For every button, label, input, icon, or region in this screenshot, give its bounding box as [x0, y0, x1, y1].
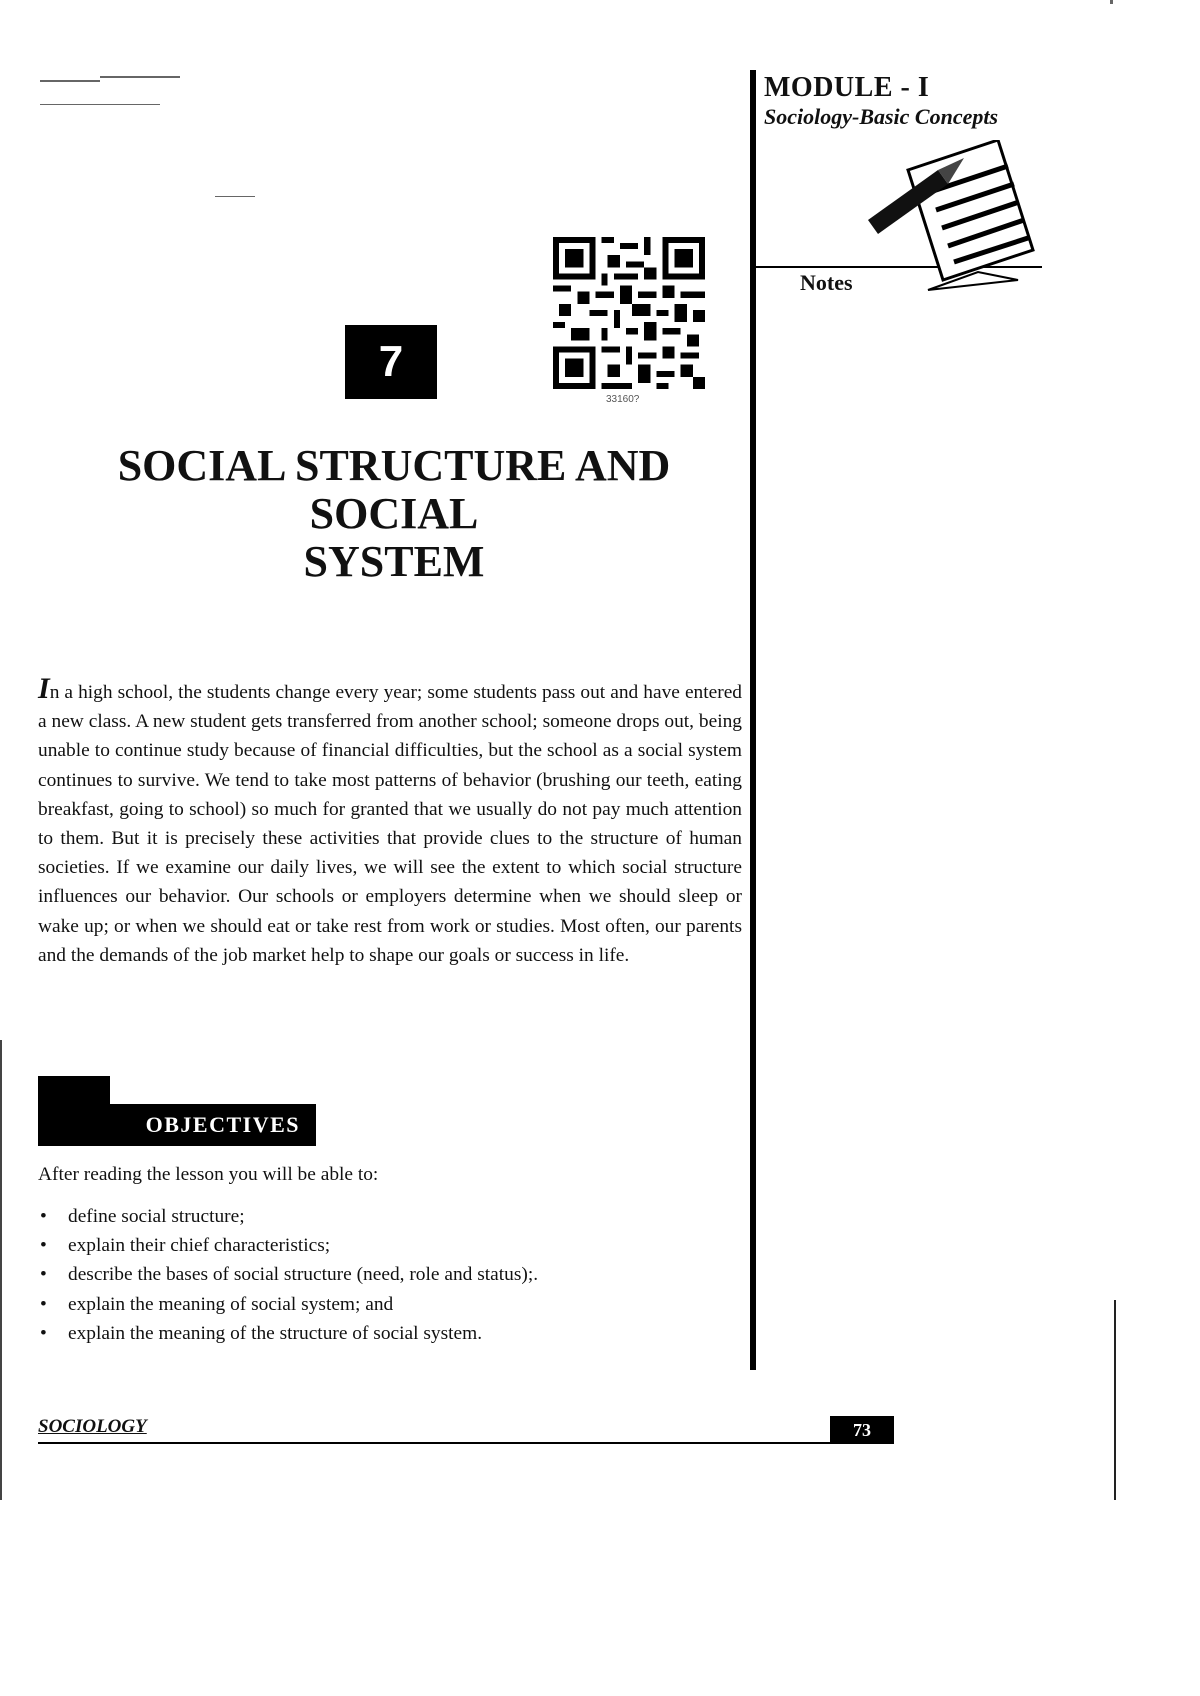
objectives-intro: After reading the lesson you will be able to: — [38, 1164, 379, 1185]
objective-item — [38, 1202, 538, 1231]
objective-text: explain their chief characteristics; — [68, 1235, 331, 1257]
bullet-icon: • — [40, 1322, 47, 1344]
intro-dropcap: I — [38, 672, 50, 705]
objective-text: explain the meaning of social system; and — [68, 1293, 394, 1315]
chapter-title-line-2: SYSTEM — [303, 537, 485, 586]
bullet-icon: • — [40, 1206, 47, 1227]
qr-code-icon[interactable] — [553, 237, 705, 389]
scan-speck — [1110, 0, 1113, 4]
page-number: 73 — [830, 1416, 894, 1444]
objective-item — [38, 1260, 538, 1289]
objective-text: explain the meaning of the structure of social system. — [68, 1322, 483, 1344]
module-subtitle: Sociology-Basic Concepts — [764, 104, 999, 129]
margin-vertical-rule — [750, 70, 756, 1370]
chapter-number: 7 — [345, 325, 437, 399]
objectives-list — [38, 1202, 538, 1348]
objective-text: describe the bases of social structure (need, role and status);. — [68, 1264, 539, 1286]
scan-edge-line — [0, 1040, 2, 1500]
objective-item — [38, 1290, 538, 1319]
bullet-icon: • — [40, 1264, 47, 1286]
footer-subject-label: SOCIOLOGY — [38, 1416, 147, 1437]
scan-edge-line — [1114, 1300, 1116, 1500]
bullet-icon: • — [40, 1235, 47, 1257]
scan-speck — [40, 80, 100, 82]
notes-label: Notes — [800, 270, 853, 295]
bullet-icon: • — [40, 1293, 47, 1315]
chapter-title — [38, 442, 750, 586]
objective-text: define social structure; — [68, 1206, 245, 1227]
chapter-title-line-1: SOCIAL STRUCTURE AND SOCIAL — [117, 441, 671, 538]
intro-paragraph — [38, 674, 742, 970]
scan-speck — [215, 196, 255, 197]
footer-rule — [38, 1442, 894, 1444]
scan-speck — [100, 76, 180, 78]
qr-caption: 33160? — [606, 394, 640, 405]
objective-item — [38, 1319, 538, 1348]
notebook-pencil-icon — [868, 140, 1038, 300]
module-title: MODULE - I — [764, 72, 930, 103]
objective-item — [38, 1231, 538, 1260]
intro-text: n a high school, the students change every year; some students pass out and have entered a new class. A new student gets transferred from another school; someone drops out, being unable to continue study because of financial difficulties, but the school as a social system continues to survive. We tend to take most patterns of behavior (brushing our teeth, eating breakfast, going to school) so much for granted that we usually do not pay much attention to them. But it is precisely these activities that provide clues to the structure of human societies. If we examine our daily lives, we will see the extent to which social structure influences our behavior. Our schools or employers determine when we should sleep or wake up; or when we should eat or take rest from work or studies. Most often, our parents and the demands of the job market help to shape our goals or success in life. — [38, 682, 742, 966]
scan-speck — [40, 104, 160, 105]
objectives-heading: OBJECTIVES — [38, 1104, 316, 1146]
